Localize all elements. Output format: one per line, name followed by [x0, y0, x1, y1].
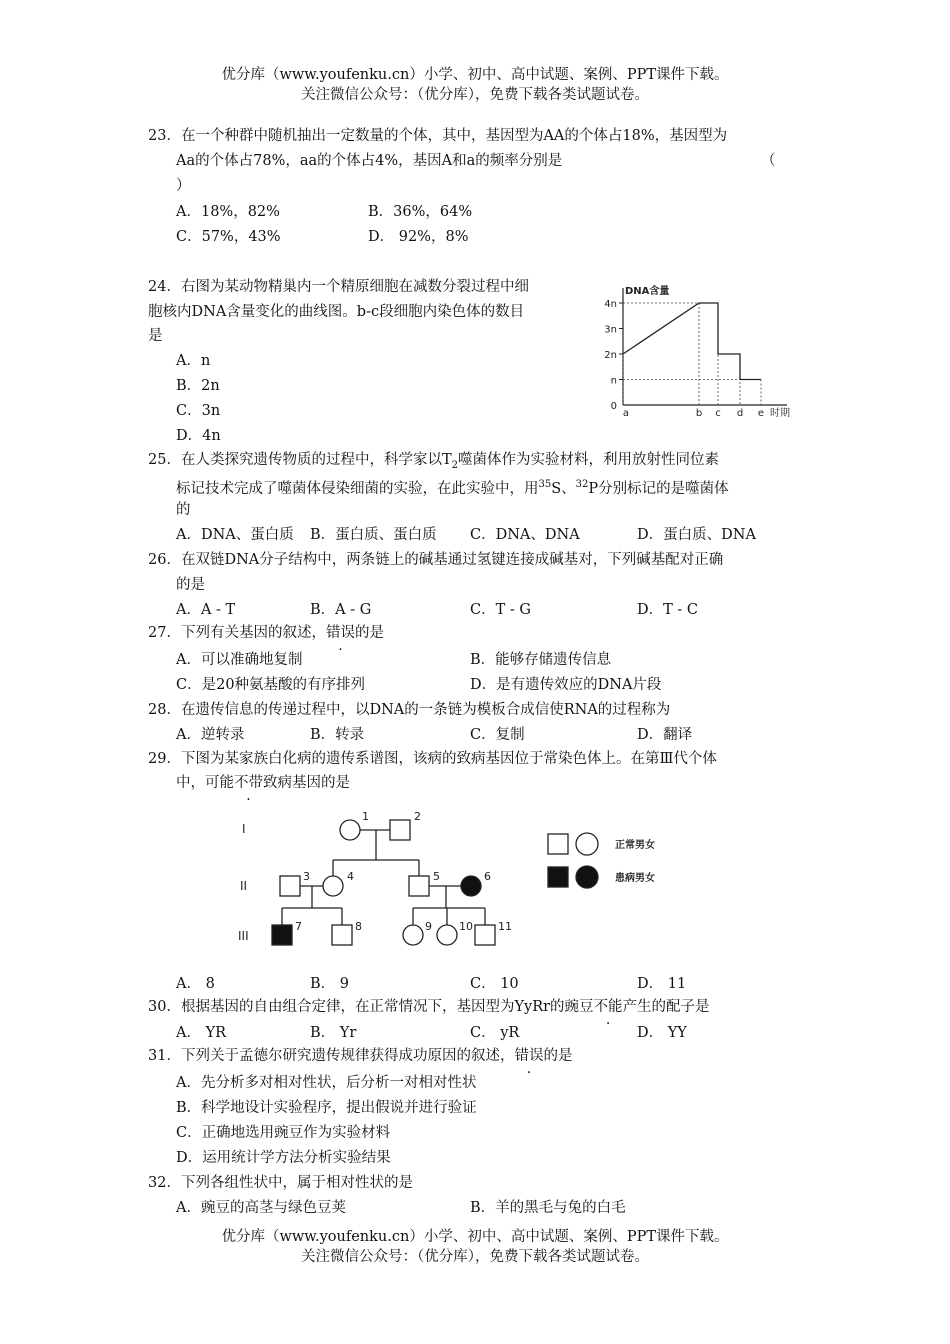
individual-label-1: 1	[362, 810, 369, 823]
q28-option-b[interactable]: B．转录	[310, 727, 365, 743]
chart-y-axis-title: DNA含量	[625, 286, 670, 297]
q25-option-b[interactable]: B．蛋白质、蛋白质	[310, 527, 437, 543]
q28-option-c[interactable]: C．复制	[470, 727, 525, 743]
q30-option-d[interactable]: D． YY	[637, 1025, 687, 1041]
q25-option-a[interactable]: A．DNA、蛋白质	[176, 527, 294, 543]
legend-normal-label: 正常男女	[615, 840, 655, 851]
individual-2-male-normal	[390, 820, 410, 840]
q27-stem-emphasis: 错误	[325, 625, 355, 641]
q29-option-d[interactable]: D． 11	[637, 976, 687, 992]
q23-line-2: Aa的个体占78%，aa的个体占4%，基因A和a的频率分别是	[176, 153, 563, 169]
q26-option-d[interactable]: D．T - C	[637, 602, 699, 618]
legend-affected-male-icon	[548, 867, 568, 887]
q28-option-d[interactable]: D．翻译	[637, 727, 693, 743]
header-line-1: 优分库（www.youfenku.cn）小学、初中、高中试题、案例、PPT课件下载。	[221, 67, 729, 83]
individual-label-6: 6	[484, 870, 491, 883]
q27-stem-pre: 27．下列有关基因的叙述，	[148, 625, 326, 641]
q32-option-b[interactable]: B．羊的黑毛与兔的白毛	[470, 1200, 626, 1216]
q24-line-3: 是	[148, 328, 163, 344]
chart-x-tick-label: e	[757, 408, 765, 419]
q23-option-b[interactable]: B．36%，64%	[368, 204, 473, 220]
q25-line-1-sub: 2	[451, 459, 458, 471]
q31-option-d[interactable]: D．运用统计学方法分析实验结果	[176, 1150, 391, 1166]
q23-line-1: 23．在一个种群中随机抽出一定数量的个体，其中，基因型为AA的个体占18%，基因型为	[148, 128, 728, 144]
individual-9-female-normal	[403, 925, 423, 945]
individual-label-8: 8	[355, 920, 362, 933]
q24-line-1: 24．右图为某动物精巢内一个精原细胞在减数分裂过程中细	[148, 279, 529, 295]
footer-line-1: 优分库（www.youfenku.cn）小学、初中、高中试题、案例、PPT课件下载。	[221, 1229, 729, 1245]
pedigree-diagram	[230, 800, 700, 960]
individual-label-3: 3	[303, 870, 310, 883]
q25-line-2-sup-1: 35	[538, 479, 552, 490]
q24-option-c[interactable]: C．3n	[176, 403, 221, 419]
generation-label-3: III	[238, 929, 249, 943]
legend-normal-male-icon	[548, 834, 568, 854]
q31-option-b[interactable]: B．科学地设计实验程序，提出假说并进行验证	[176, 1100, 477, 1116]
legend-affected-female-icon	[576, 866, 598, 888]
q30-option-c[interactable]: C． yR	[470, 1025, 520, 1041]
q26-option-c[interactable]: C．T - G	[470, 602, 531, 618]
chart-y-tick-label: 2n	[604, 350, 617, 361]
q26-line-1: 26．在双链DNA分子结构中，两条链上的碱基通过氢键连接成碱基对，下列碱基配对正确	[148, 552, 724, 568]
q30-option-b[interactable]: B． Yr	[310, 1025, 357, 1041]
q30-stem-emphasis: 不能	[593, 999, 623, 1015]
individual-8-male-normal	[332, 925, 352, 945]
q27-stem-post: 的是	[354, 625, 384, 641]
q24-option-b[interactable]: B．2n	[176, 378, 220, 394]
individual-label-2: 2	[414, 810, 421, 823]
q29-line-2	[176, 773, 350, 793]
q28-line-1: 28．在遗传信息的传递过程中，以DNA的一条链为模板合成信使RNA的过程称为	[148, 702, 671, 718]
q29-line-2-emphasis: 不带	[234, 775, 263, 791]
legend-normal-female-icon	[576, 833, 598, 855]
q25-line-2	[176, 475, 729, 499]
q25-line-2-mid: S、	[551, 480, 576, 497]
individual-10-female-normal	[437, 925, 457, 945]
q29-line-2-post: 致病基因的是	[263, 775, 350, 791]
q23-option-c[interactable]: C．57%，43%	[176, 229, 281, 245]
q25-line-1-pre: 25．在人类探究遗传物质的过程中，科学家以T	[148, 452, 452, 468]
chart-y-tick-label: 4n	[604, 299, 617, 310]
q30-option-a[interactable]: A． YR	[176, 1025, 227, 1041]
q31-stem	[148, 1046, 572, 1066]
q24-option-d[interactable]: D．4n	[176, 428, 221, 444]
q26-option-b[interactable]: B．A - G	[310, 602, 372, 618]
q29-option-b[interactable]: B． 9	[310, 976, 349, 992]
individual-label-4: 4	[347, 870, 354, 883]
individual-6-female-affected	[461, 876, 481, 896]
chart-series-line	[623, 303, 761, 380]
q27-option-c[interactable]: C．是20种氨基酸的有序排列	[176, 677, 366, 693]
individual-label-10: 10	[459, 920, 473, 933]
dna-content-chart	[595, 278, 805, 428]
q29-line-2-pre: 中，可能	[176, 775, 234, 791]
q28-option-a[interactable]: A．逆转录	[176, 727, 245, 743]
q31-option-a[interactable]: A．先分析多对相对性状，后分析一对相对性状	[176, 1075, 477, 1091]
q25-option-c[interactable]: C．DNA、DNA	[470, 527, 580, 543]
q27-option-a[interactable]: A．可以准确地复制	[176, 652, 303, 668]
chart-x-tick-label: d	[736, 408, 744, 419]
generation-label-2: II	[240, 879, 248, 893]
chart-y-tick-label: n	[610, 375, 617, 387]
q25-option-d[interactable]: D．蛋白质、DNA	[637, 527, 756, 543]
chart-x-tick-label: a	[622, 408, 630, 419]
individual-5-male-normal	[409, 876, 429, 896]
individual-label-5: 5	[433, 870, 440, 883]
q25-line-1	[148, 450, 719, 476]
q23-paren-open: （	[761, 153, 776, 169]
individual-1-female-normal	[340, 820, 360, 840]
individual-label-7: 7	[295, 920, 302, 933]
q29-option-c[interactable]: C． 10	[470, 976, 519, 992]
footer-line-2: 关注微信公众号：（优分库），免费下载各类试题试卷。	[301, 1249, 649, 1265]
q25-line-2-pre: 标记技术完成了噬菌体侵染细菌的实验，在此实验中，用	[176, 480, 539, 497]
q30-stem-pre: 30．根据基因的自由组合定律，在正常情况下，基因型为YyRr的豌豆	[148, 999, 594, 1015]
q32-line-1: 32．下列各组性状中，属于相对性状的是	[148, 1175, 413, 1191]
q29-line-1: 29．下图为某家族白化病的遗传系谱图，该病的致病基因位于常染色体上。在第Ⅲ代个体	[148, 751, 717, 767]
q31-stem-post: 的是	[543, 1048, 573, 1064]
q30-stem	[148, 997, 710, 1017]
q23-option-d[interactable]: D． 92%，8%	[368, 229, 469, 245]
individual-label-11: 11	[498, 920, 512, 933]
q23-option-a[interactable]: A．18%，82%	[176, 204, 280, 220]
individual-4-female-normal	[323, 876, 343, 896]
q26-option-a[interactable]: A．A - T	[176, 602, 236, 618]
q32-option-a[interactable]: A．豌豆的高茎与绿色豆荚	[176, 1200, 346, 1216]
individual-7-male-affected	[272, 925, 292, 945]
q31-stem-emphasis: 错误	[514, 1048, 544, 1064]
legend-affected-label: 患病男女	[615, 873, 655, 884]
q25-line-2-sup-2: 32	[575, 479, 589, 490]
chart-x-tick-label: b	[695, 408, 703, 419]
individual-3-male-normal	[280, 876, 300, 896]
individual-11-male-normal	[475, 925, 495, 945]
q27-option-b[interactable]: B．能够存储遗传信息	[470, 652, 612, 668]
q30-stem-post: 产生的配子是	[622, 999, 710, 1015]
q25-line-1-post: 噬菌体作为实验材料，利用放射性同位素	[458, 452, 719, 468]
q29-option-a[interactable]: A． 8	[176, 976, 215, 992]
q31-option-c[interactable]: C．正确地选用豌豆作为实验材料	[176, 1125, 391, 1141]
q31-stem-pre: 31．下列关于孟德尔研究遗传规律获得成功原因的叙述，	[148, 1048, 515, 1064]
chart-x-tick-label: c	[715, 408, 721, 419]
chart-x-axis-title: 时期	[770, 408, 790, 419]
q25-line-2-post: P分别标记的是噬菌体	[588, 480, 729, 497]
q23-paren-close: ）	[176, 178, 191, 194]
chart-y-tick-label: 3n	[604, 324, 617, 336]
q27-stem	[148, 623, 384, 643]
q24-line-2: 胞核内DNA含量变化的曲线图。b-c段细胞内染色体的数目	[148, 304, 525, 320]
generation-label-1: I	[242, 822, 246, 836]
q27-option-d[interactable]: D．是有遗传效应的DNA片段	[470, 677, 662, 693]
chart-y-tick-label: 0	[610, 401, 617, 412]
header-line-2: 关注微信公众号：（优分库），免费下载各类试题试卷。	[301, 87, 649, 103]
q26-line-2: 的是	[176, 577, 205, 593]
q25-line-3: 的	[176, 502, 191, 518]
individual-label-9: 9	[425, 920, 432, 933]
q24-option-a[interactable]: A．n	[176, 353, 211, 369]
